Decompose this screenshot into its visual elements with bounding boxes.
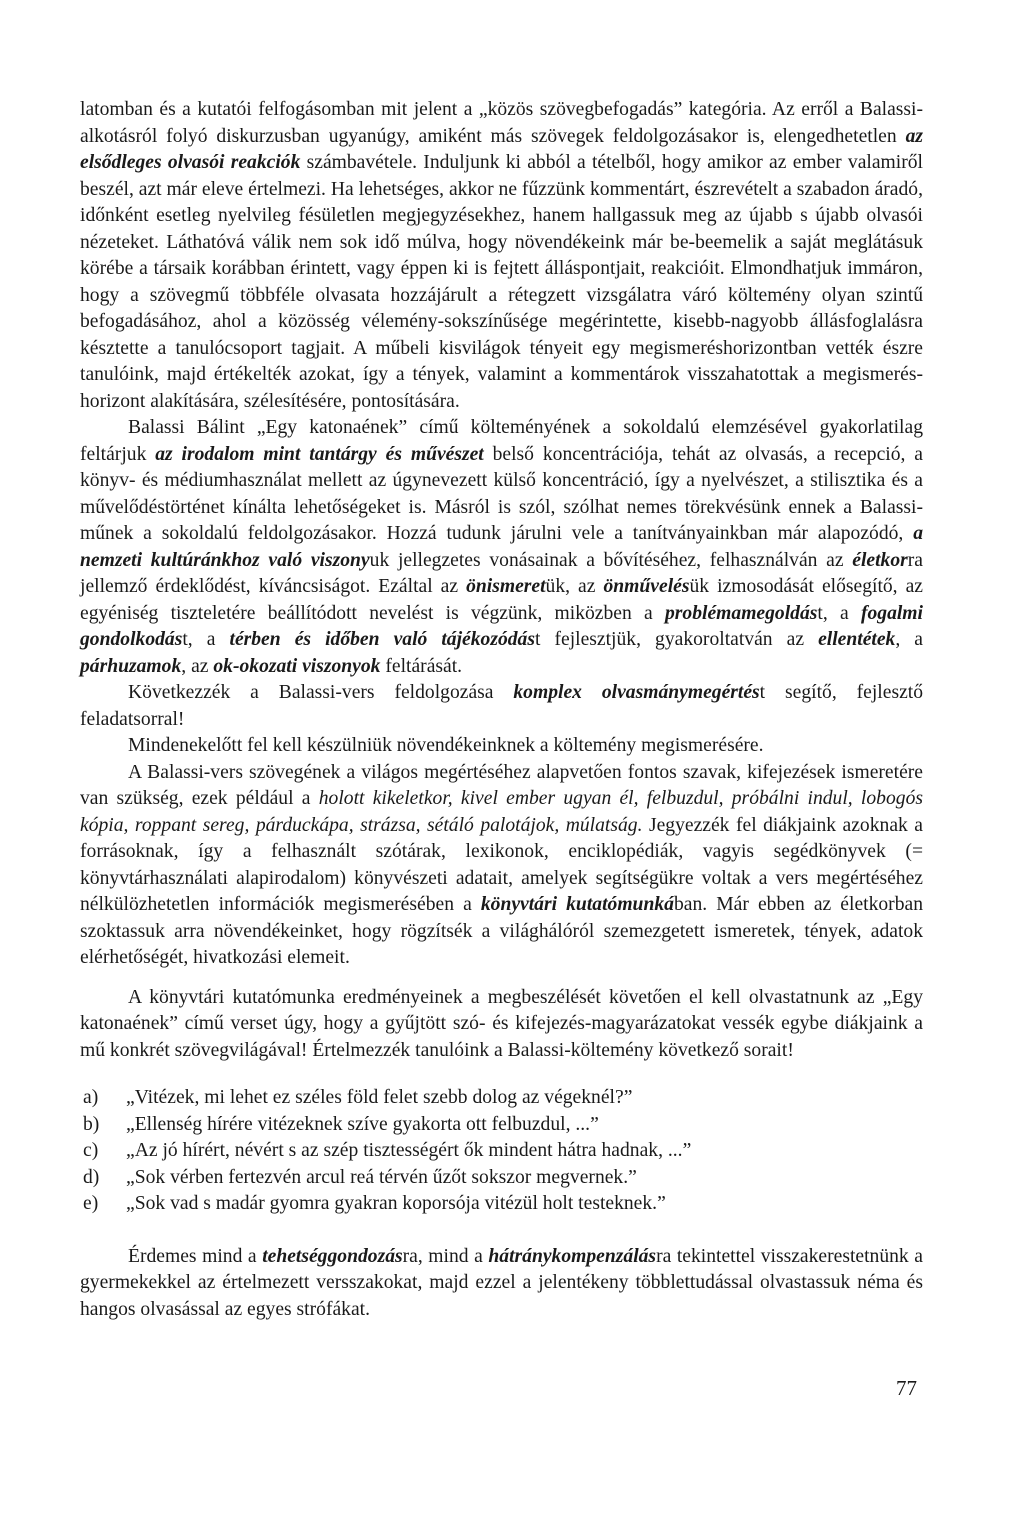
emphasis: komplex olvasmánymegértés (513, 682, 760, 703)
emphasis: az elsődleges olvasói reakciók (80, 125, 923, 173)
text-run: ra, mind a (402, 1245, 489, 1267)
text-run: Következzék a Balassi-vers feldolgozása (128, 682, 514, 703)
quote-text: „Sok vérben fertezvén arcul reá térvén űzőt sokszor megvernek.” (126, 1166, 637, 1188)
text-run: ban. Már ebben az életkorban szoktassuk arra növendékeinket, hogy rögzítsék a világhálóról szemezgetett ismeretek, tények, adatok elérhetőségét, hivatkozási elemeit. (80, 894, 923, 968)
page-body (80, 97, 923, 1323)
emphasis: hátránykompenzálás (488, 1245, 657, 1267)
list-item (80, 1085, 923, 1112)
quote-text: „Az jó hírért, névért s az szép tisztességért ők mindent hátra hadnak, ...” (126, 1140, 692, 1161)
list-item (80, 1165, 923, 1192)
list-marker: a) (83, 1087, 99, 1108)
verse-quote-list (80, 1085, 923, 1218)
emphasis: ok-okozati viszonyok (213, 655, 381, 677)
emphasis: térben és időben való tájékozódás (229, 629, 535, 650)
list-marker: b) (83, 1113, 100, 1135)
text-run: t, a (182, 629, 230, 650)
list-marker: d) (83, 1166, 100, 1188)
text-run: uk jellegzetes vonásainak a bővítéséhez, felhasználván az (369, 549, 853, 571)
text-run: ük, az (545, 576, 604, 597)
quote-text: „Sok vad s madár gyomra gyakran koporsója vitézül holt testeknek.” (126, 1193, 666, 1214)
text-run: t, a (817, 602, 861, 624)
italic-term-list: holott kikeletkor, kivel ember ugyan él, felbuzdul, próbálni indul, lobogós kópia, roppant sereg, párduckápa, strázsa, sétáló palotájok, múlatság. (80, 788, 923, 836)
text-run: Jegyezzék fel diákjaink azoknak a forrásoknak, így a felhasznált szótárak, lexikonok, enciklopédiák, vagyis segédkönyvek (= könyvtárhasználati alapirodalom) könyvészeti adatait, amelyek segítségükre voltak a vers megértéséhez nélkülözhetetlen információk megismerésében a (80, 814, 923, 915)
text-run: számbavétele. Induljunk ki abból a tételből, hogy amikor az ember valamiről beszél, azt már eleve értelmezi. Ha lehetséges, akkor ne fűzzünk kommentárt, észrevételt a szabadon áradó, időnként esetleg nyelvileg fésületlen megjegyzésekhez, hanem hallgassuk meg az újabb s újabb olvasói nézeteket. Láthatóvá válik nem sok idő múlva, hogy növendékeink már be-beemelik a saját meglátásuk körébe a társaik korábban érintett, vagy éppen ki is fejtett álláspontjait, reakcióit. Elmondhatjuk immáron, hogy a szövegmű többféle olvasata hozzájárult a rétegzett vizsgálatra váró költemény olyan szintű befogadásához, ahol a közösség vélemény-sokszínűsége megérintette, kisebb-nagyobb állásfoglalásra késztette a tanulócsoport tagjait. A műbeli kisvilágok tényeit egy megismeréshorizontban vették észre tanulóink, majd értékelték azokat, így a tények, valamint a kommentárok visszahatottak a megismerés-horizont alakítására, szélesítésére, pontosítására. (80, 152, 923, 412)
text-run: belső koncentrációja, tehát az olvasás, a recepció, a könyv- és médiumhasználat mellett az úgynevezett külső koncentráció, így a nyelvészet, a stilisztika és a művelődéstörténet kínálta lehetőségeket is. Másról is szól, szólhat nemes törekvésünk ennek a Balassi-műnek a sokoldalú feldolgozásakor. Hozzá tudunk járulni vele a tanítványainkban már alapozódó, (80, 443, 923, 544)
text-run: t segítő, fejlesztő feladatsorral! (80, 682, 923, 730)
text-run: , a (895, 629, 923, 650)
paragraph-2 (80, 415, 923, 680)
text-run: ra jellemző érdeklődést, kíváncsiságot. Ezáltal az (80, 549, 924, 597)
emphasis: az irodalom mint tantárgy és művészet (155, 443, 484, 465)
text-run: t fejlesztjük, gyakoroltatván az (534, 629, 819, 650)
emphasis: párhuzamok (80, 655, 182, 677)
text-run: ük izmosodását elősegítő, az egyéniség tiszteletére beállítódott nevelést is végzünk, miközben a (80, 576, 923, 624)
paragraph-4 (80, 733, 923, 760)
quote-text: „Ellenség hírére vitézeknek szíve gyakorta ott felbuzdul, ...” (126, 1113, 599, 1135)
paragraph-7 (80, 1244, 923, 1324)
text-run: A könyvtári kutatómunka eredményeinek a megbeszélését követően el kell olvastatnunk az „Egy katonaének” című verset úgy, hogy a gyűjtött szó- és kifejezés-magyarázatokat vessék egybe diákjaink a mű konkrét szövegvilágával! Értelmezzék tanulóink a Balassi-költemény következő sorait! (80, 986, 923, 1061)
text-run: Mindenekelőtt fel kell készülniük növendékeinknek a költemény megismerésére. (128, 735, 764, 756)
paragraph-3 (80, 680, 923, 733)
text-run: Balassi Bálint „Egy katonaének” című költeményének a sokoldalú elemzésével gyakorlatilag feltárjuk (80, 417, 923, 465)
paragraph-5 (80, 760, 923, 972)
emphasis: a nemzeti kultúránkhoz való viszony (80, 523, 923, 571)
emphasis: önismeret (466, 576, 546, 597)
list-item (80, 1138, 923, 1165)
paragraph-6 (80, 985, 923, 1065)
emphasis: ellentétek (818, 629, 896, 650)
paragraph-1 (80, 97, 923, 415)
text-run: Érdemes mind a (128, 1245, 263, 1267)
list-item (80, 1112, 923, 1139)
text-run: , az (181, 655, 214, 677)
emphasis: önművelés (603, 576, 690, 597)
emphasis: könyvtári kutatómunká (480, 894, 674, 915)
text-run: A Balassi-vers szövegének a világos megértéséhez alapvetően fontos szavak, kifejezések ismeretére van szükség, ezek például a (80, 761, 923, 809)
emphasis: tehetséggondozás (262, 1245, 403, 1267)
page-number: 77 (896, 1376, 917, 1400)
quote-text: „Vitézek, mi lehet ez széles föld felet szebb dolog az végeknél?” (126, 1087, 633, 1108)
list-marker: e) (83, 1193, 99, 1214)
emphasis: fogalmi gondolkodás (80, 602, 923, 650)
text-run: ra tekintettel visszakerestetnünk a gyermekekkel az értelmezett versszakokat, majd ezzel a jelentékeny többlettudással olvastassuk néma és hangos olvasással az egyes strófákat. (80, 1245, 923, 1320)
list-item (80, 1191, 923, 1218)
text-run: feltárását. (380, 655, 463, 677)
text-run: latomban és a kutatói felfogásomban mit jelent a „közös szövegbefogadás” kategória. Az erről a Balassi-alkotásról folyó diskurzusban ugyanúgy, amiként más szövegek feldolgozásakor is, elengedhetetlen (80, 99, 923, 147)
emphasis: problémamegoldás (665, 602, 818, 624)
emphasis: életkor (852, 549, 908, 571)
list-marker: c) (83, 1140, 99, 1161)
